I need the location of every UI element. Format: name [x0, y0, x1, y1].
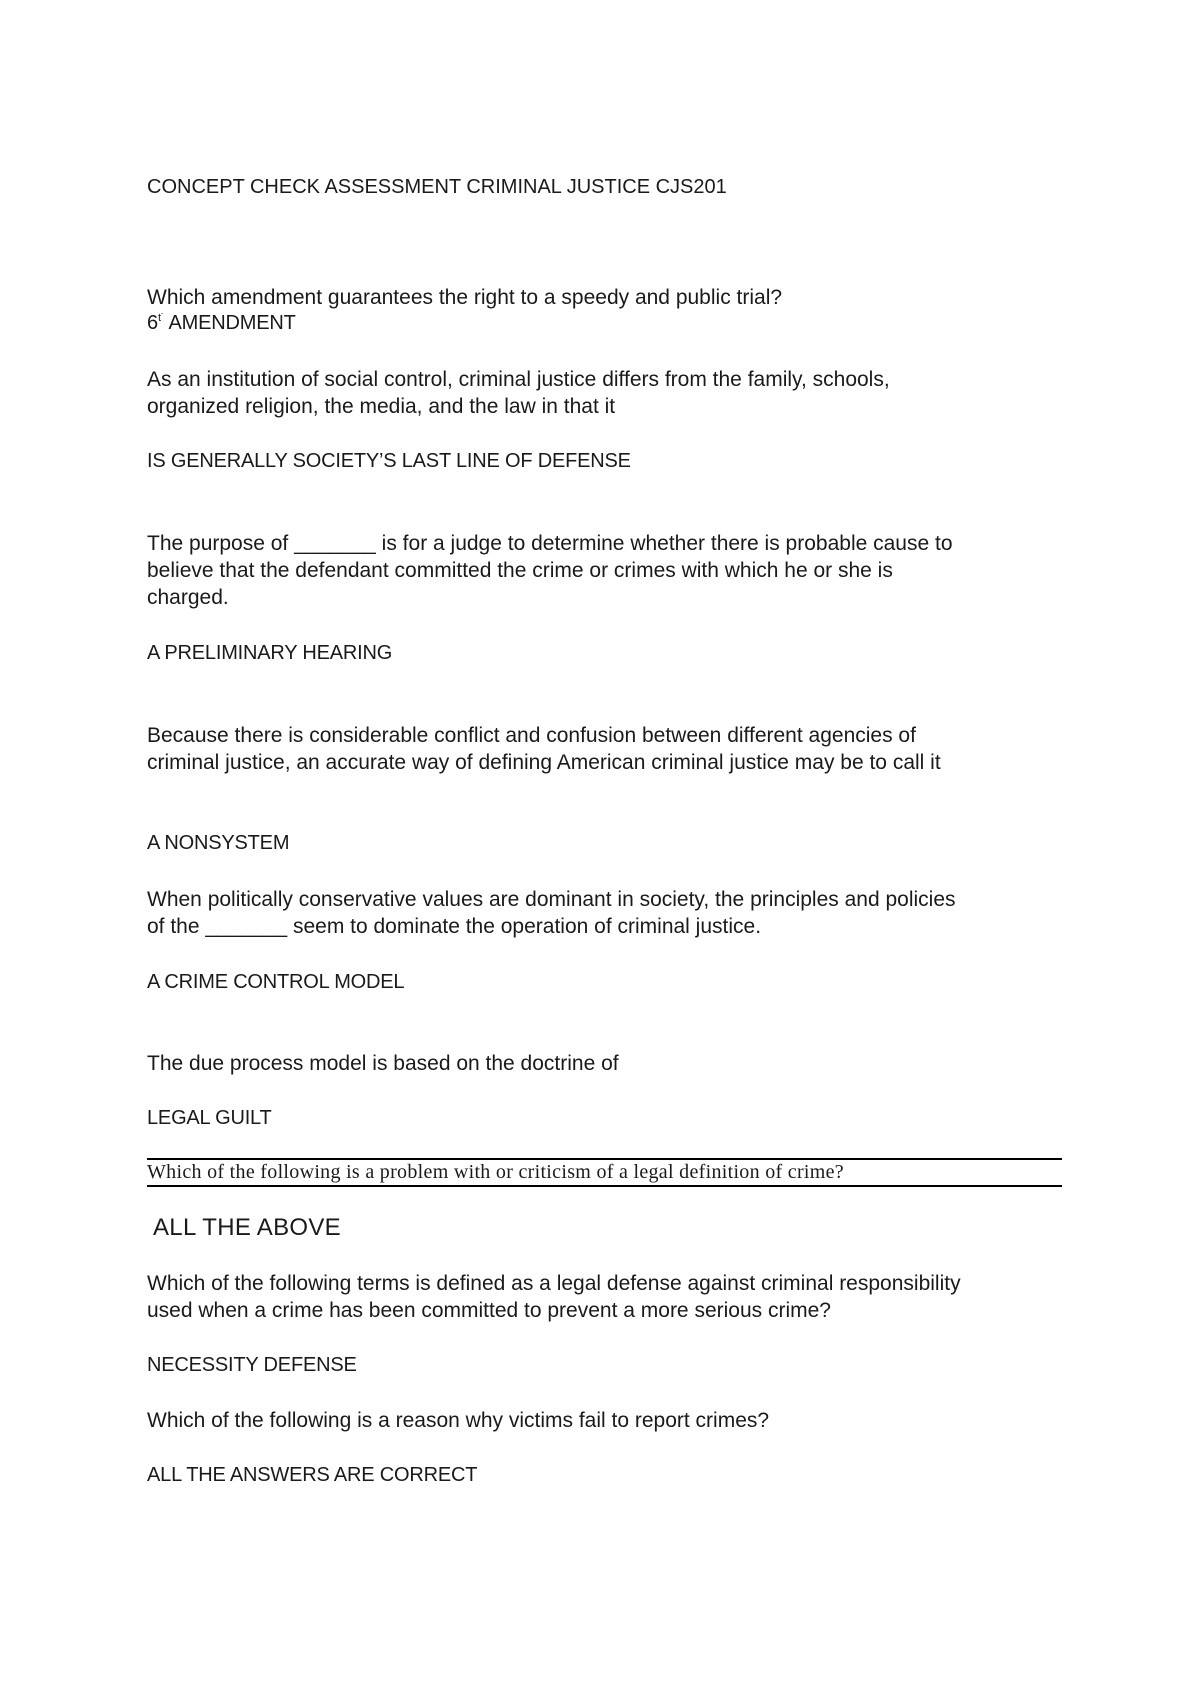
answer-1-text: AMENDMENT: [164, 312, 296, 334]
question-5-line-2: of the _______ seem to dominate the operation of criminal justice.: [147, 915, 762, 938]
answer-6: LEGAL GUILT: [147, 1107, 272, 1129]
question-3-line-3: charged.: [147, 586, 229, 609]
question-4-line-1: Because there is considerable conflict and confusion between different agencies of: [147, 724, 916, 747]
answer-1-number: 6: [147, 312, 158, 334]
answer-1: [147, 310, 296, 337]
answer-9: ALL THE ANSWERS ARE CORRECT: [147, 1464, 478, 1486]
question-5-line-1: When politically conservative values are dominant in society, the principles and policies: [147, 888, 956, 911]
answer-5: A CRIME CONTROL MODEL: [147, 971, 405, 993]
answer-1-ordinal: t˙: [157, 312, 165, 324]
document-title: CONCEPT CHECK ASSESSMENT CRIMINAL JUSTICE CJS201: [147, 176, 727, 198]
answer-2: IS GENERALLY SOCIETY’S LAST LINE OF DEFENSE: [147, 450, 631, 472]
question-6: The due process model is based on the doctrine of: [147, 1052, 619, 1075]
answer-3: A PRELIMINARY HEARING: [147, 642, 393, 664]
question-2-line-1: As an institution of social control, criminal justice differs from the family, schools,: [147, 368, 890, 391]
question-7: Which of the following is a problem with or criticism of a legal definition of crime?: [147, 1161, 844, 1183]
question-4-line-2: criminal justice, an accurate way of defining American criminal justice may be to call it: [147, 751, 941, 774]
question-8-line-2: used when a crime has been committed to prevent a more serious crime?: [147, 1299, 831, 1322]
bottom-rule: [147, 1185, 1062, 1187]
question-3-line-1: The purpose of _______ is for a judge to determine whether there is probable cause to: [147, 532, 953, 555]
question-1: Which amendment guarantees the right to a speedy and public trial?: [147, 286, 783, 309]
question-8-line-1: Which of the following terms is defined as a legal defense against criminal responsibility: [147, 1272, 961, 1295]
question-9: Which of the following is a reason why victims fail to report crimes?: [147, 1409, 770, 1432]
answer-4: A NONSYSTEM: [147, 832, 290, 854]
answer-8: NECESSITY DEFENSE: [147, 1354, 357, 1376]
answer-7: ALL THE ABOVE: [153, 1214, 341, 1241]
question-2-line-2: organized religion, the media, and the law in that it: [147, 395, 616, 418]
question-3-line-2: believe that the defendant committed the crime or crimes with which he or she is: [147, 559, 893, 582]
